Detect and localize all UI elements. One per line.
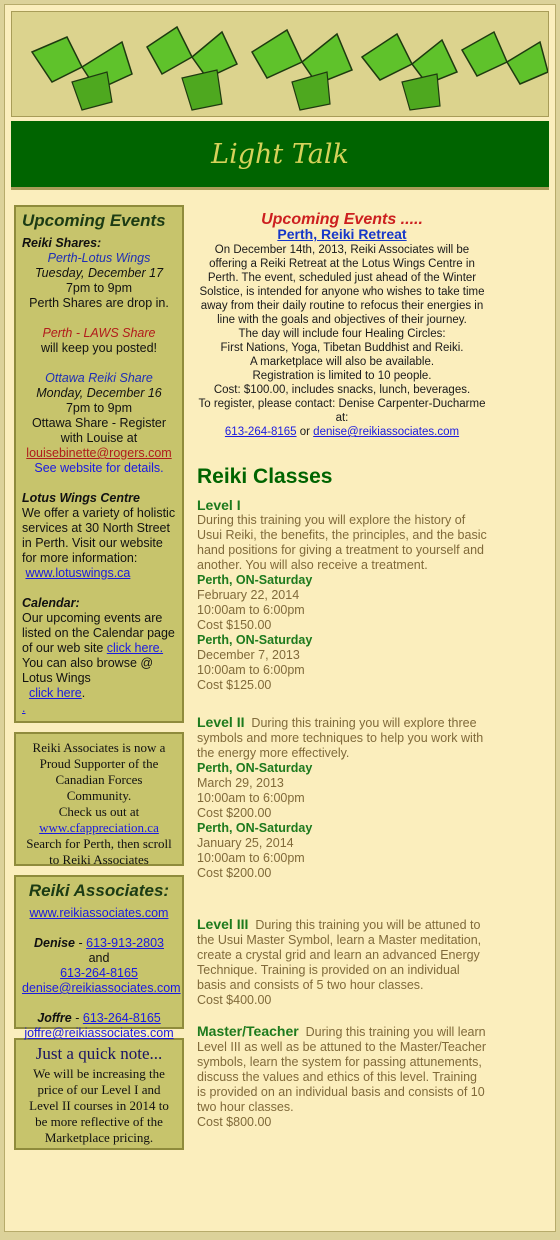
perth-share-note: Perth Shares are drop in. — [29, 296, 169, 310]
joffre-name: Joffre — [37, 1011, 72, 1025]
main-content — [197, 205, 487, 1130]
event-p4: A marketplace will also be available. — [249, 356, 435, 368]
sidebar — [14, 205, 184, 1159]
lotus-wings-heading: Lotus Wings Centre — [22, 491, 140, 505]
supporter-check: Check us out at — [58, 804, 140, 819]
calendar-text: Our upcoming events are listed on the Calendar page of our web site — [22, 611, 175, 655]
associates-box: Reiki Associates: www.reikiassociates.com Denise - 613-913-2803 and 613-264-8165 denise@reikiassociates.com Joffre - 613-264-8165 joffre@reikiassociates.com — [14, 875, 184, 1029]
master-section — [197, 1024, 487, 1130]
event-subtitle-link[interactable]: Perth, Reiki Retreat — [277, 226, 407, 242]
level1-s2-date: December 7, 2013 — [197, 648, 300, 662]
level2-s1-cost: Cost $200.00 — [197, 806, 272, 820]
classes-heading: Reiki Classes — [197, 465, 333, 488]
perth-share-time: 7pm to 9pm — [65, 281, 132, 295]
level1-s2-loc: Perth, ON-Saturday — [197, 633, 313, 647]
lotus-wings-link[interactable]: www.lotuswings.ca — [25, 566, 131, 580]
calendar-browse-text: You can also browse @ Lotus Wings — [22, 656, 154, 685]
level3-section — [197, 917, 487, 1008]
event-p2: The day will include four Healing Circles: — [238, 328, 446, 340]
level1-section — [197, 498, 487, 693]
level2-desc: During this training you will explore three symbols and more techniques to help you work with the energy more effectively. — [197, 716, 484, 760]
joffre-email-link[interactable]: joffre@reikiassociates.com — [24, 1026, 174, 1040]
level3-cost: Cost $400.00 — [197, 993, 272, 1007]
master-name: Master/Teacher — [197, 1023, 299, 1039]
ottawa-share-note: Ottawa Share - Register with Louise at — [31, 416, 167, 445]
laws-share-note: will keep you posted! — [40, 341, 158, 355]
louise-email-link[interactable]: louisebinette@rogers.com — [26, 446, 172, 460]
master-cost: Cost $800.00 — [197, 1115, 272, 1129]
website-details: See website for details. — [34, 461, 164, 475]
upcoming-events-heading: Upcoming Events — [22, 211, 166, 230]
level1-name: Level I — [197, 497, 241, 513]
event-phone-link[interactable]: 613-264-8165 — [224, 426, 297, 438]
site-title: Light Talk — [211, 138, 349, 170]
level1-s2-cost: Cost $125.00 — [197, 678, 272, 692]
butterfly-banner-image — [12, 12, 548, 116]
event-p7: To register, please contact: Denise Carpenter-Ducharme at: — [198, 398, 486, 424]
ottawa-share-date: Monday, December 16 — [36, 386, 162, 400]
level3-desc: During this training you will be attuned to the Usui Master Symbol, learn a Master meditation, create a crystal grid and learn an advanced Energy Technique. Training is provided on an individual basis and consists of 5 two hour classes. — [197, 918, 482, 992]
supporter-box — [14, 732, 184, 866]
quick-note-text: We will be increasing the price of our Level I and Level II courses in 2014 to be more reflective of the Marketplace pricing. — [29, 1066, 169, 1145]
perth-lotus-share: Perth-Lotus Wings — [47, 251, 151, 265]
level1-s1-cost: Cost $150.00 — [197, 618, 272, 632]
cfappreciation-link[interactable]: www.cfappreciation.ca — [39, 820, 159, 835]
joffre-phone-link[interactable]: 613-264-8165 — [82, 1011, 161, 1025]
reiki-shares-heading: Reiki Shares: — [22, 236, 102, 250]
event-p5: Registration is limited to 10 people. — [252, 370, 432, 382]
level2-s2-loc: Perth, ON-Saturday — [197, 821, 313, 835]
level2-s1-loc: Perth, ON-Saturday — [197, 761, 313, 775]
denise-email-link[interactable]: denise@reikiassociates.com — [22, 981, 181, 995]
butterfly-banner — [11, 11, 549, 117]
lotus-wings-text: We offer a variety of holistic services at 30 North Street in Perth. Visit our website for more information: — [22, 506, 176, 565]
level2-s2-cost: Cost $200.00 — [197, 866, 272, 880]
lotus-calendar-link[interactable]: click here — [28, 686, 82, 700]
denise-phone1-link[interactable]: 613-913-2803 — [86, 936, 164, 950]
level1-desc: During this training you will explore the history of Usui Reiki, the benefits, the principles, and the basic hand positions for giving a treatment to yourself and another. You will also receive a treatment. — [197, 513, 487, 572]
master-desc: During this training you will learn Level III as well as be attuned to the Master/Teacher symbols, learn the system for passing attunements, discuss the values and ethics of this level. Training is provided on an individual basis and consists of 10 two hour classes. — [197, 1025, 487, 1114]
calendar-heading: Calendar: — [22, 596, 80, 610]
supporter-search: Search for Perth, then scroll to Reiki Associates — [26, 836, 172, 867]
level1-s2-time: 10:00am to 6:00pm — [197, 663, 305, 677]
level1-s1-loc: Perth, ON-Saturday — [197, 573, 313, 587]
level2-name: Level II — [197, 714, 245, 730]
upcoming-events-box: Upcoming Events Reiki Shares: Perth-Lotus Wings Tuesday, December 17 7pm to 9pm Perth Shares are drop in. Perth - LAWS Share will keep you posted! Ottawa Reiki Share Monday, December 16 7pm to 9pm Ottawa Share - Register with Louise at louisebinette@rogers.com See website for details. Lotus Wings Centre We offer a variety of holistic services at 30 North Street in Perth. Visit our website for more information: www.lotuswings.ca Calendar: Our upcoming events are listed on the Calendar page of our web site click here. You can also browse @ Lotus Wings click here. . — [14, 205, 184, 723]
quick-note-box — [14, 1038, 184, 1150]
event-body — [197, 243, 487, 439]
denise-name: Denise — [34, 936, 76, 950]
level2-s2-date: January 25, 2014 — [197, 836, 294, 850]
site-title-bar — [11, 121, 549, 190]
laws-share: Perth - LAWS Share — [42, 326, 156, 340]
denise-phone2-link[interactable]: 613-264-8165 — [60, 966, 138, 980]
ottawa-share-time: 7pm to 9pm — [65, 401, 132, 415]
level2-section — [197, 715, 487, 881]
level1-s1-time: 10:00am to 6:00pm — [197, 603, 305, 617]
page — [4, 4, 556, 1232]
associates-heading: Reiki Associates: — [28, 881, 170, 900]
ottawa-share: Ottawa Reiki Share — [45, 371, 153, 385]
calendar-link[interactable]: click here. — [106, 641, 164, 655]
event-p3: First Nations, Yoga, Tibetan Buddhist and Reiki. — [220, 342, 464, 354]
and-text: and — [88, 951, 110, 965]
level3-name: Level III — [197, 916, 249, 932]
level1-s1-date: February 22, 2014 — [197, 588, 300, 602]
level2-s1-date: March 29, 2013 — [197, 776, 284, 790]
quick-note-heading: Just a quick note... — [35, 1044, 163, 1063]
dot-link[interactable]: . — [22, 701, 26, 715]
event-title: Upcoming Events ..... — [261, 211, 423, 228]
event-email-link[interactable]: denise@reikiassociates.com — [313, 426, 460, 438]
level2-s2-time: 10:00am to 6:00pm — [197, 851, 305, 865]
event-p6: Cost: $100.00, includes snacks, lunch, beverages. — [213, 384, 471, 396]
supporter-text: Reiki Associates is now a Proud Supporter of the Canadian Forces Community. — [32, 740, 166, 803]
event-p1: On December 14th, 2013, Reiki Associates will be offering a Reiki Retreat at the Lotus Wings Centre in Perth. The event, scheduled just ahead of the Winter Solstice, is intended for anyone who wishes to take time away from their daily routine to refocus their energies in line with the goals and objectives of their journey. — [199, 244, 485, 326]
or-text: or — [299, 426, 310, 438]
reiki-classes — [197, 465, 487, 1130]
level2-s1-time: 10:00am to 6:00pm — [197, 791, 305, 805]
perth-share-date: Tuesday, December 17 — [34, 266, 164, 280]
associates-website-link[interactable]: www.reikiassociates.com — [29, 906, 169, 920]
